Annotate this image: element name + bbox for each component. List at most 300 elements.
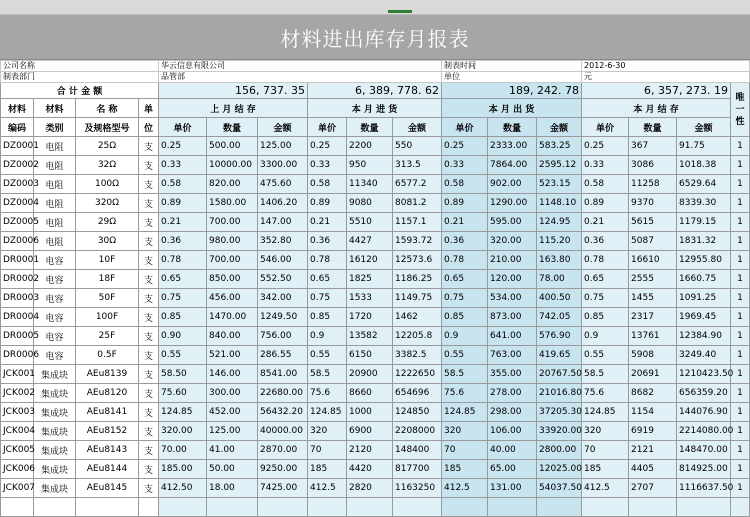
cell-code[interactable]: DZ0004 bbox=[1, 194, 34, 213]
cell-open-amt[interactable]: 756.00 bbox=[258, 327, 308, 346]
cell-close-price[interactable]: 0.21 bbox=[582, 213, 629, 232]
cell-unit[interactable]: 支 bbox=[139, 270, 159, 289]
cell-close-price[interactable]: 0.25 bbox=[582, 137, 629, 156]
cell-type[interactable]: 集成块 bbox=[34, 441, 76, 460]
cell-out-amt[interactable]: 523.15 bbox=[537, 175, 582, 194]
cell-open-amt[interactable]: 3300.00 bbox=[258, 156, 308, 175]
cell-unit[interactable]: 支 bbox=[139, 422, 159, 441]
cell-spec[interactable]: 18F bbox=[76, 270, 139, 289]
cell-out-price[interactable]: 0.25 bbox=[442, 137, 488, 156]
cell-out-amt[interactable]: 54037.50 bbox=[537, 479, 582, 498]
cell-close-qty[interactable]: 1455 bbox=[629, 289, 677, 308]
cell-in-amt[interactable]: 148400 bbox=[393, 441, 442, 460]
cell-open-amt[interactable]: 22680.00 bbox=[258, 384, 308, 403]
cell-in-price[interactable]: 75.6 bbox=[308, 384, 347, 403]
cell-open-amt[interactable]: 7425.00 bbox=[258, 479, 308, 498]
cell-out-amt[interactable]: 400.50 bbox=[537, 289, 582, 308]
cell-type[interactable]: 电阻 bbox=[34, 137, 76, 156]
cell-type[interactable]: 电阻 bbox=[34, 213, 76, 232]
cell-code[interactable]: DR0003 bbox=[1, 289, 34, 308]
cell-open-qty[interactable]: 820.00 bbox=[207, 175, 258, 194]
cell-unique[interactable]: 1 bbox=[731, 479, 750, 498]
cell-out-price[interactable]: 75.6 bbox=[442, 384, 488, 403]
cell-spec[interactable]: 100F bbox=[76, 308, 139, 327]
cell-type[interactable]: 集成块 bbox=[34, 479, 76, 498]
cell-out-qty[interactable]: 595.00 bbox=[488, 213, 537, 232]
cell-close-qty[interactable]: 6919 bbox=[629, 422, 677, 441]
cell-close-amt[interactable]: 1969.45 bbox=[677, 308, 731, 327]
cell-out-amt[interactable]: 419.65 bbox=[537, 346, 582, 365]
cell-open-qty[interactable]: 840.00 bbox=[207, 327, 258, 346]
cell-open-qty[interactable]: 980.00 bbox=[207, 232, 258, 251]
cell-type[interactable]: 电阻 bbox=[34, 175, 76, 194]
cell-open-amt[interactable]: 352.80 bbox=[258, 232, 308, 251]
cell-unique[interactable]: 1 bbox=[731, 308, 750, 327]
cell-in-qty[interactable]: 950 bbox=[347, 156, 393, 175]
cell-spec[interactable]: 30Ω bbox=[76, 232, 139, 251]
cell-open-qty[interactable] bbox=[207, 498, 258, 517]
cell-unit[interactable]: 支 bbox=[139, 175, 159, 194]
cell-unique[interactable]: 1 bbox=[731, 346, 750, 365]
cell-spec[interactable]: AEu8145 bbox=[76, 479, 139, 498]
cell-open-price[interactable]: 0.65 bbox=[159, 270, 207, 289]
cell-unique[interactable]: 1 bbox=[731, 270, 750, 289]
cell-unit[interactable]: 支 bbox=[139, 384, 159, 403]
cell-out-price[interactable]: 0.33 bbox=[442, 156, 488, 175]
cell-out-qty[interactable]: 278.00 bbox=[488, 384, 537, 403]
cell-code[interactable]: DZ0001 bbox=[1, 137, 34, 156]
cell-in-amt[interactable]: 1222650 bbox=[393, 365, 442, 384]
cell-close-price[interactable]: 0.65 bbox=[582, 270, 629, 289]
cell-in-price[interactable] bbox=[308, 498, 347, 517]
cell-out-price[interactable]: 0.55 bbox=[442, 346, 488, 365]
cell-out-price[interactable] bbox=[442, 498, 488, 517]
cell-code[interactable]: DR0002 bbox=[1, 270, 34, 289]
cell-close-qty[interactable]: 2555 bbox=[629, 270, 677, 289]
cell-in-qty[interactable]: 1825 bbox=[347, 270, 393, 289]
cell-spec[interactable]: AEu8152 bbox=[76, 422, 139, 441]
cell-open-amt[interactable]: 8541.00 bbox=[258, 365, 308, 384]
cell-out-amt[interactable]: 742.05 bbox=[537, 308, 582, 327]
cell-code[interactable]: JCK003 bbox=[1, 403, 34, 422]
cell-in-price[interactable]: 0.85 bbox=[308, 308, 347, 327]
cell-close-amt[interactable]: 1831.32 bbox=[677, 232, 731, 251]
cell-open-qty[interactable]: 10000.00 bbox=[207, 156, 258, 175]
cell-out-qty[interactable]: 355.00 bbox=[488, 365, 537, 384]
cell-out-qty[interactable]: 763.00 bbox=[488, 346, 537, 365]
cell-in-price[interactable]: 0.25 bbox=[308, 137, 347, 156]
cell-code[interactable]: JCK004 bbox=[1, 422, 34, 441]
cell-code[interactable] bbox=[1, 498, 34, 517]
cell-out-amt[interactable]: 21016.80 bbox=[537, 384, 582, 403]
cell-close-price[interactable]: 0.78 bbox=[582, 251, 629, 270]
cell-close-price[interactable]: 412.5 bbox=[582, 479, 629, 498]
cell-code[interactable]: DZ0003 bbox=[1, 175, 34, 194]
cell-code[interactable]: DR0005 bbox=[1, 327, 34, 346]
cell-in-qty[interactable]: 6150 bbox=[347, 346, 393, 365]
cell-in-qty[interactable]: 5510 bbox=[347, 213, 393, 232]
cell-code[interactable]: JCK005 bbox=[1, 441, 34, 460]
cell-in-qty[interactable]: 16120 bbox=[347, 251, 393, 270]
cell-open-amt[interactable]: 9250.00 bbox=[258, 460, 308, 479]
cell-close-price[interactable]: 0.9 bbox=[582, 327, 629, 346]
cell-unit[interactable]: 支 bbox=[139, 365, 159, 384]
cell-close-price[interactable]: 0.75 bbox=[582, 289, 629, 308]
cell-out-price[interactable]: 0.58 bbox=[442, 175, 488, 194]
cell-out-amt[interactable]: 163.80 bbox=[537, 251, 582, 270]
cell-out-price[interactable]: 185 bbox=[442, 460, 488, 479]
cell-unique[interactable]: 1 bbox=[731, 156, 750, 175]
cell-in-amt[interactable]: 6577.2 bbox=[393, 175, 442, 194]
cell-close-qty[interactable]: 2317 bbox=[629, 308, 677, 327]
cell-open-amt[interactable]: 342.00 bbox=[258, 289, 308, 308]
cell-code[interactable]: JCK002 bbox=[1, 384, 34, 403]
cell-in-qty[interactable] bbox=[347, 498, 393, 517]
cell-out-qty[interactable]: 534.00 bbox=[488, 289, 537, 308]
cell-unique[interactable] bbox=[731, 498, 750, 517]
cell-spec[interactable]: 0.5F bbox=[76, 346, 139, 365]
cell-in-qty[interactable]: 2820 bbox=[347, 479, 393, 498]
cell-unit[interactable]: 支 bbox=[139, 460, 159, 479]
cell-in-amt[interactable]: 313.5 bbox=[393, 156, 442, 175]
cell-type[interactable]: 电容 bbox=[34, 346, 76, 365]
cell-in-amt[interactable]: 3382.5 bbox=[393, 346, 442, 365]
cell-close-price[interactable]: 0.36 bbox=[582, 232, 629, 251]
cell-close-qty[interactable]: 5908 bbox=[629, 346, 677, 365]
cell-in-price[interactable]: 412.5 bbox=[308, 479, 347, 498]
cell-out-qty[interactable]: 298.00 bbox=[488, 403, 537, 422]
cell-type[interactable]: 电阻 bbox=[34, 194, 76, 213]
cell-close-amt[interactable]: 12384.90 bbox=[677, 327, 731, 346]
cell-code[interactable]: DZ0005 bbox=[1, 213, 34, 232]
cell-unique[interactable]: 1 bbox=[731, 384, 750, 403]
cell-open-price[interactable]: 0.36 bbox=[159, 232, 207, 251]
cell-open-price[interactable]: 0.78 bbox=[159, 251, 207, 270]
cell-out-qty[interactable]: 65.00 bbox=[488, 460, 537, 479]
cell-close-price[interactable]: 320 bbox=[582, 422, 629, 441]
cell-out-qty[interactable]: 7864.00 bbox=[488, 156, 537, 175]
cell-out-qty[interactable]: 131.00 bbox=[488, 479, 537, 498]
cell-out-price[interactable]: 0.65 bbox=[442, 270, 488, 289]
cell-unique[interactable]: 1 bbox=[731, 251, 750, 270]
cell-close-qty[interactable]: 2121 bbox=[629, 441, 677, 460]
cell-in-amt[interactable]: 1163250 bbox=[393, 479, 442, 498]
cell-open-qty[interactable]: 146.00 bbox=[207, 365, 258, 384]
cell-in-qty[interactable]: 9080 bbox=[347, 194, 393, 213]
cell-close-price[interactable]: 0.85 bbox=[582, 308, 629, 327]
cell-open-qty[interactable]: 500.00 bbox=[207, 137, 258, 156]
cell-spec[interactable]: 50F bbox=[76, 289, 139, 308]
cell-open-qty[interactable]: 700.00 bbox=[207, 213, 258, 232]
cell-code[interactable]: DZ0002 bbox=[1, 156, 34, 175]
cell-out-qty[interactable]: 320.00 bbox=[488, 232, 537, 251]
cell-open-amt[interactable] bbox=[258, 498, 308, 517]
cell-open-amt[interactable]: 125.00 bbox=[258, 137, 308, 156]
cell-out-amt[interactable]: 37205.30 bbox=[537, 403, 582, 422]
cell-open-price[interactable]: 0.75 bbox=[159, 289, 207, 308]
cell-in-amt[interactable]: 1462 bbox=[393, 308, 442, 327]
cell-close-amt[interactable]: 656359.20 bbox=[677, 384, 731, 403]
cell-in-price[interactable]: 185 bbox=[308, 460, 347, 479]
cell-close-qty[interactable]: 11258 bbox=[629, 175, 677, 194]
cell-in-qty[interactable]: 1000 bbox=[347, 403, 393, 422]
cell-unique[interactable]: 1 bbox=[731, 137, 750, 156]
cell-close-price[interactable]: 58.5 bbox=[582, 365, 629, 384]
cell-in-price[interactable]: 0.75 bbox=[308, 289, 347, 308]
cell-unit[interactable]: 支 bbox=[139, 137, 159, 156]
cell-open-price[interactable]: 0.58 bbox=[159, 175, 207, 194]
cell-out-amt[interactable]: 2800.00 bbox=[537, 441, 582, 460]
cell-in-price[interactable]: 0.36 bbox=[308, 232, 347, 251]
cell-open-qty[interactable]: 850.00 bbox=[207, 270, 258, 289]
cell-close-price[interactable]: 75.6 bbox=[582, 384, 629, 403]
cell-in-price[interactable]: 0.55 bbox=[308, 346, 347, 365]
cell-close-qty[interactable]: 5087 bbox=[629, 232, 677, 251]
cell-code[interactable]: JCK007 bbox=[1, 479, 34, 498]
cell-in-qty[interactable]: 20900 bbox=[347, 365, 393, 384]
cell-close-price[interactable] bbox=[582, 498, 629, 517]
cell-out-price[interactable]: 0.85 bbox=[442, 308, 488, 327]
cell-unique[interactable]: 1 bbox=[731, 213, 750, 232]
cell-open-price[interactable] bbox=[159, 498, 207, 517]
cell-type[interactable]: 电容 bbox=[34, 251, 76, 270]
cell-unit[interactable]: 支 bbox=[139, 251, 159, 270]
cell-in-amt[interactable]: 1593.72 bbox=[393, 232, 442, 251]
cell-open-qty[interactable]: 125.00 bbox=[207, 422, 258, 441]
cell-code[interactable]: DR0004 bbox=[1, 308, 34, 327]
cell-close-qty[interactable]: 3086 bbox=[629, 156, 677, 175]
cell-open-price[interactable]: 75.60 bbox=[159, 384, 207, 403]
cell-open-qty[interactable]: 521.00 bbox=[207, 346, 258, 365]
cell-out-qty[interactable]: 106.00 bbox=[488, 422, 537, 441]
cell-close-amt[interactable]: 91.75 bbox=[677, 137, 731, 156]
cell-in-qty[interactable]: 4420 bbox=[347, 460, 393, 479]
cell-out-qty[interactable]: 873.00 bbox=[488, 308, 537, 327]
cell-close-qty[interactable]: 20691 bbox=[629, 365, 677, 384]
cell-unique[interactable]: 1 bbox=[731, 460, 750, 479]
cell-type[interactable]: 集成块 bbox=[34, 365, 76, 384]
cell-in-qty[interactable]: 2120 bbox=[347, 441, 393, 460]
cell-out-amt[interactable]: 115.20 bbox=[537, 232, 582, 251]
cell-in-price[interactable]: 0.9 bbox=[308, 327, 347, 346]
cell-out-price[interactable]: 0.75 bbox=[442, 289, 488, 308]
cell-close-amt[interactable]: 2214080.00 bbox=[677, 422, 731, 441]
cell-open-price[interactable]: 124.85 bbox=[159, 403, 207, 422]
cell-out-qty[interactable]: 641.00 bbox=[488, 327, 537, 346]
cell-in-qty[interactable]: 1533 bbox=[347, 289, 393, 308]
cell-in-price[interactable]: 124.85 bbox=[308, 403, 347, 422]
cell-in-amt[interactable]: 12205.8 bbox=[393, 327, 442, 346]
cell-type[interactable]: 集成块 bbox=[34, 422, 76, 441]
cell-close-amt[interactable] bbox=[677, 498, 731, 517]
cell-close-price[interactable]: 124.85 bbox=[582, 403, 629, 422]
cell-open-price[interactable]: 0.89 bbox=[159, 194, 207, 213]
cell-open-amt[interactable]: 552.50 bbox=[258, 270, 308, 289]
cell-out-qty[interactable]: 210.00 bbox=[488, 251, 537, 270]
cell-type[interactable]: 电容 bbox=[34, 289, 76, 308]
cell-open-price[interactable]: 412.50 bbox=[159, 479, 207, 498]
cell-in-amt[interactable]: 550 bbox=[393, 137, 442, 156]
cell-out-qty[interactable]: 40.00 bbox=[488, 441, 537, 460]
cell-out-qty[interactable]: 902.00 bbox=[488, 175, 537, 194]
cell-close-amt[interactable]: 3249.40 bbox=[677, 346, 731, 365]
cell-in-qty[interactable]: 6900 bbox=[347, 422, 393, 441]
cell-spec[interactable]: AEu8143 bbox=[76, 441, 139, 460]
cell-out-qty[interactable]: 120.00 bbox=[488, 270, 537, 289]
cell-close-amt[interactable]: 8339.30 bbox=[677, 194, 731, 213]
cell-close-price[interactable]: 185 bbox=[582, 460, 629, 479]
cell-out-amt[interactable]: 576.90 bbox=[537, 327, 582, 346]
cell-in-qty[interactable]: 2200 bbox=[347, 137, 393, 156]
cell-type[interactable]: 集成块 bbox=[34, 403, 76, 422]
cell-unit[interactable]: 支 bbox=[139, 232, 159, 251]
cell-close-amt[interactable]: 12955.80 bbox=[677, 251, 731, 270]
cell-close-amt[interactable]: 6529.64 bbox=[677, 175, 731, 194]
cell-code[interactable]: JCK001 bbox=[1, 365, 34, 384]
cell-type[interactable]: 电容 bbox=[34, 270, 76, 289]
cell-unique[interactable]: 1 bbox=[731, 232, 750, 251]
cell-spec[interactable]: AEu8139 bbox=[76, 365, 139, 384]
cell-spec[interactable]: 32Ω bbox=[76, 156, 139, 175]
cell-spec[interactable]: 25Ω bbox=[76, 137, 139, 156]
cell-out-amt[interactable]: 33920.00 bbox=[537, 422, 582, 441]
cell-open-qty[interactable]: 18.00 bbox=[207, 479, 258, 498]
cell-spec[interactable]: 320Ω bbox=[76, 194, 139, 213]
cell-type[interactable]: 电容 bbox=[34, 327, 76, 346]
cell-out-price[interactable]: 58.5 bbox=[442, 365, 488, 384]
cell-open-amt[interactable]: 40000.00 bbox=[258, 422, 308, 441]
cell-close-amt[interactable]: 144076.90 bbox=[677, 403, 731, 422]
cell-open-amt[interactable]: 286.55 bbox=[258, 346, 308, 365]
cell-out-price[interactable]: 70 bbox=[442, 441, 488, 460]
cell-in-amt[interactable]: 654696 bbox=[393, 384, 442, 403]
cell-code[interactable]: DR0006 bbox=[1, 346, 34, 365]
cell-type[interactable]: 电阻 bbox=[34, 232, 76, 251]
cell-unique[interactable]: 1 bbox=[731, 327, 750, 346]
cell-out-amt[interactable] bbox=[537, 498, 582, 517]
cell-open-price[interactable]: 185.00 bbox=[159, 460, 207, 479]
cell-open-qty[interactable]: 452.00 bbox=[207, 403, 258, 422]
cell-close-amt[interactable]: 1116637.50 bbox=[677, 479, 731, 498]
cell-unit[interactable]: 支 bbox=[139, 346, 159, 365]
cell-out-amt[interactable]: 1148.10 bbox=[537, 194, 582, 213]
cell-out-qty[interactable]: 1290.00 bbox=[488, 194, 537, 213]
cell-unit[interactable]: 支 bbox=[139, 441, 159, 460]
cell-spec[interactable] bbox=[76, 498, 139, 517]
cell-open-price[interactable]: 0.55 bbox=[159, 346, 207, 365]
cell-close-qty[interactable]: 16610 bbox=[629, 251, 677, 270]
cell-unique[interactable]: 1 bbox=[731, 403, 750, 422]
cell-unique[interactable]: 1 bbox=[731, 365, 750, 384]
cell-spec[interactable]: 100Ω bbox=[76, 175, 139, 194]
cell-close-qty[interactable]: 8682 bbox=[629, 384, 677, 403]
cell-open-amt[interactable]: 147.00 bbox=[258, 213, 308, 232]
cell-in-amt[interactable]: 1149.75 bbox=[393, 289, 442, 308]
cell-open-amt[interactable]: 1249.50 bbox=[258, 308, 308, 327]
cell-out-price[interactable]: 0.9 bbox=[442, 327, 488, 346]
cell-open-qty[interactable]: 50.00 bbox=[207, 460, 258, 479]
cell-close-qty[interactable]: 13761 bbox=[629, 327, 677, 346]
cell-type[interactable]: 电阻 bbox=[34, 156, 76, 175]
cell-unit[interactable]: 支 bbox=[139, 213, 159, 232]
cell-unique[interactable]: 1 bbox=[731, 441, 750, 460]
cell-in-price[interactable]: 0.78 bbox=[308, 251, 347, 270]
cell-unit[interactable]: 支 bbox=[139, 308, 159, 327]
cell-close-amt[interactable]: 814925.00 bbox=[677, 460, 731, 479]
cell-close-price[interactable]: 0.55 bbox=[582, 346, 629, 365]
cell-close-amt[interactable]: 1660.75 bbox=[677, 270, 731, 289]
cell-open-qty[interactable]: 700.00 bbox=[207, 251, 258, 270]
cell-in-amt[interactable]: 1186.25 bbox=[393, 270, 442, 289]
cell-open-price[interactable]: 58.50 bbox=[159, 365, 207, 384]
cell-close-price[interactable]: 0.33 bbox=[582, 156, 629, 175]
cell-in-price[interactable]: 320 bbox=[308, 422, 347, 441]
cell-in-qty[interactable]: 4427 bbox=[347, 232, 393, 251]
cell-unique[interactable]: 1 bbox=[731, 175, 750, 194]
cell-out-amt[interactable]: 2595.12 bbox=[537, 156, 582, 175]
cell-open-qty[interactable]: 1470.00 bbox=[207, 308, 258, 327]
cell-open-amt[interactable]: 546.00 bbox=[258, 251, 308, 270]
cell-unit[interactable]: 支 bbox=[139, 479, 159, 498]
cell-spec[interactable]: AEu8144 bbox=[76, 460, 139, 479]
cell-open-price[interactable]: 0.21 bbox=[159, 213, 207, 232]
cell-unit[interactable]: 支 bbox=[139, 327, 159, 346]
cell-type[interactable] bbox=[34, 498, 76, 517]
cell-open-price[interactable]: 0.33 bbox=[159, 156, 207, 175]
cell-open-amt[interactable]: 2870.00 bbox=[258, 441, 308, 460]
cell-open-qty[interactable]: 456.00 bbox=[207, 289, 258, 308]
cell-in-price[interactable]: 0.33 bbox=[308, 156, 347, 175]
cell-close-qty[interactable]: 4405 bbox=[629, 460, 677, 479]
cell-close-price[interactable]: 0.89 bbox=[582, 194, 629, 213]
cell-unique[interactable]: 1 bbox=[731, 194, 750, 213]
cell-in-amt[interactable]: 2208000 bbox=[393, 422, 442, 441]
cell-in-amt[interactable]: 817700 bbox=[393, 460, 442, 479]
cell-close-qty[interactable] bbox=[629, 498, 677, 517]
cell-code[interactable]: JCK006 bbox=[1, 460, 34, 479]
cell-close-qty[interactable]: 2707 bbox=[629, 479, 677, 498]
cell-open-qty[interactable]: 300.00 bbox=[207, 384, 258, 403]
cell-unique[interactable]: 1 bbox=[731, 422, 750, 441]
cell-spec[interactable]: AEu8120 bbox=[76, 384, 139, 403]
cell-in-price[interactable]: 0.89 bbox=[308, 194, 347, 213]
cell-type[interactable]: 集成块 bbox=[34, 460, 76, 479]
cell-out-amt[interactable]: 78.00 bbox=[537, 270, 582, 289]
cell-open-price[interactable]: 320.00 bbox=[159, 422, 207, 441]
cell-out-price[interactable]: 0.78 bbox=[442, 251, 488, 270]
cell-in-amt[interactable] bbox=[393, 498, 442, 517]
cell-open-price[interactable]: 0.90 bbox=[159, 327, 207, 346]
cell-close-qty[interactable]: 1154 bbox=[629, 403, 677, 422]
cell-unit[interactable] bbox=[139, 498, 159, 517]
cell-in-price[interactable]: 0.21 bbox=[308, 213, 347, 232]
cell-spec[interactable]: 25F bbox=[76, 327, 139, 346]
cell-out-price[interactable]: 320 bbox=[442, 422, 488, 441]
cell-in-price[interactable]: 70 bbox=[308, 441, 347, 460]
cell-out-qty[interactable]: 2333.00 bbox=[488, 137, 537, 156]
cell-close-qty[interactable]: 9370 bbox=[629, 194, 677, 213]
cell-spec[interactable]: 29Ω bbox=[76, 213, 139, 232]
cell-unique[interactable]: 1 bbox=[731, 289, 750, 308]
cell-in-amt[interactable]: 12573.6 bbox=[393, 251, 442, 270]
cell-in-amt[interactable]: 8081.2 bbox=[393, 194, 442, 213]
cell-close-amt[interactable]: 1018.38 bbox=[677, 156, 731, 175]
cell-open-price[interactable]: 0.25 bbox=[159, 137, 207, 156]
cell-close-qty[interactable]: 367 bbox=[629, 137, 677, 156]
cell-out-price[interactable]: 0.89 bbox=[442, 194, 488, 213]
cell-in-qty[interactable]: 13582 bbox=[347, 327, 393, 346]
cell-out-price[interactable]: 0.36 bbox=[442, 232, 488, 251]
